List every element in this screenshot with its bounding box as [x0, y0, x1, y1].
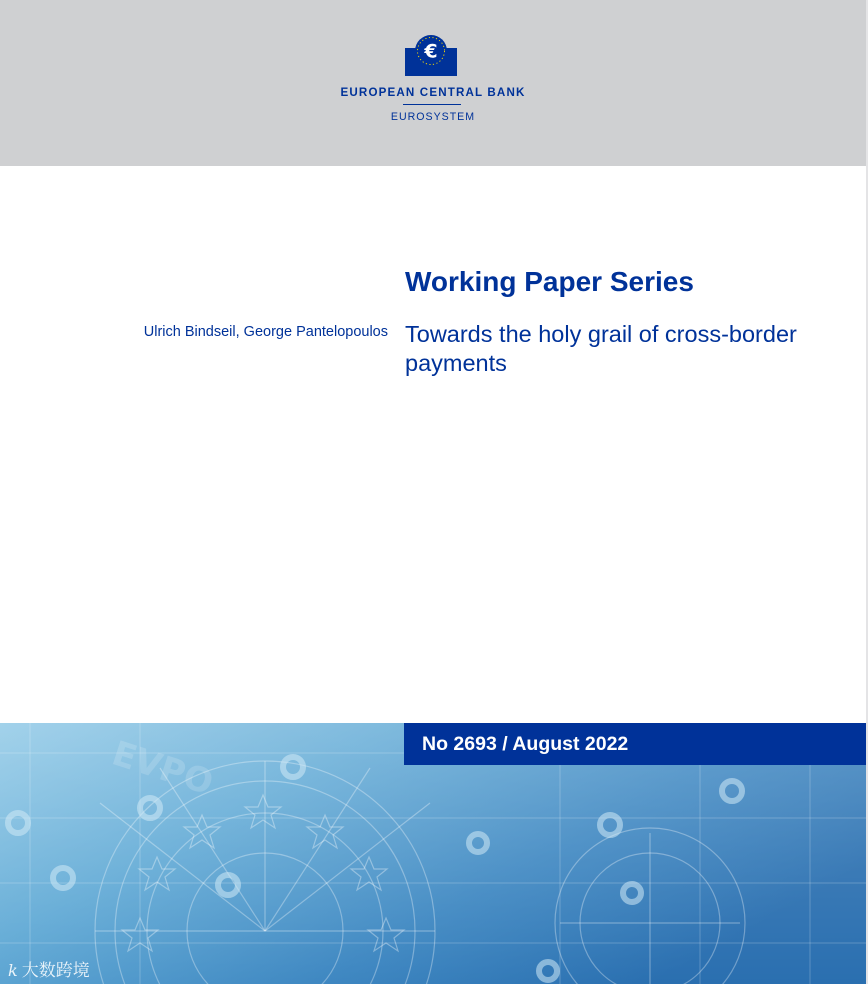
watermark [8, 956, 90, 981]
bank-name-divider [403, 104, 461, 105]
authors: Ulrich Bindseil, George Pantelopoulos [143, 324, 388, 340]
bank-subtitle: EUROSYSTEM [390, 111, 476, 123]
svg-text:EVPO: EVPO [107, 733, 218, 804]
watermark-text: 大数跨境 [21, 961, 90, 980]
paper-title: Towards the holy grail of cross-border payments [405, 321, 797, 376]
svg-text:€: € [424, 40, 438, 63]
paper-number-band [404, 723, 866, 765]
series-title: Working Paper Series [405, 266, 694, 297]
paper-number: No 2693 / August 2022 [422, 733, 629, 755]
watermark-logo-icon: k [8, 961, 18, 980]
bank-name: EUROPEAN CENTRAL BANK [340, 86, 526, 99]
ecb-header [0, 0, 866, 166]
ecb-euro-logo-icon [405, 34, 457, 76]
